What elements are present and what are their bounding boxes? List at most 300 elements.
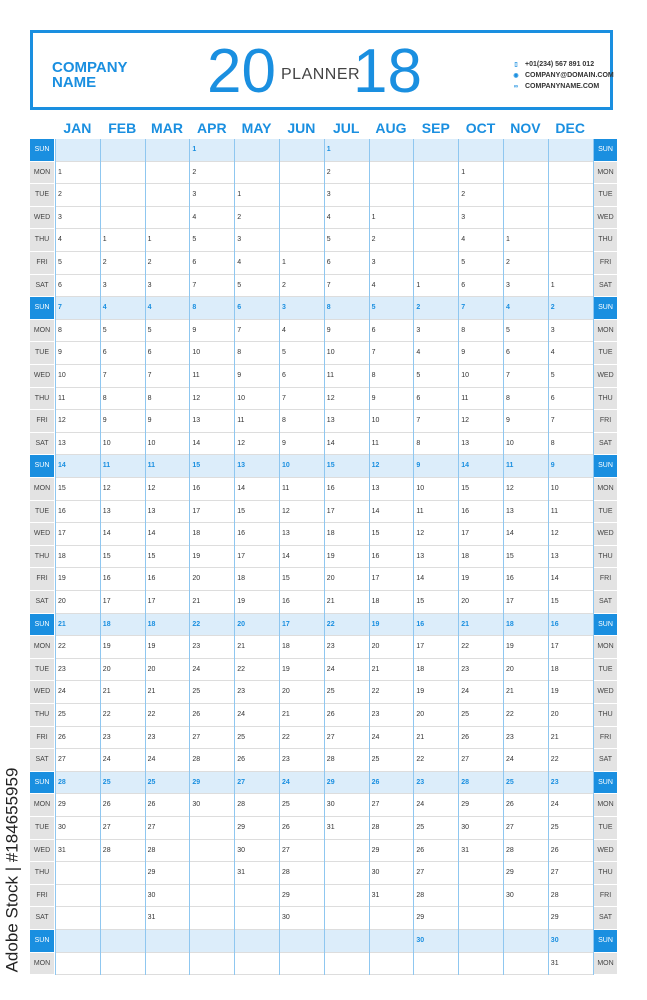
day-number: 9 bbox=[102, 417, 107, 425]
weekday-label-left: WED bbox=[30, 523, 54, 545]
day-number: 17 bbox=[282, 620, 290, 628]
day-number: 14 bbox=[550, 575, 559, 583]
day-number: 16 bbox=[326, 485, 335, 492]
weekday-label-right: THU bbox=[594, 546, 617, 568]
day-number: 9 bbox=[192, 326, 197, 334]
day-number: 29 bbox=[58, 801, 66, 809]
weekday-label-right: SAT bbox=[594, 275, 617, 297]
day-number: 18 bbox=[416, 665, 425, 673]
day-number: 4 bbox=[237, 259, 242, 266]
day-number: 11 bbox=[282, 485, 290, 492]
month-header: JAN bbox=[63, 120, 92, 136]
day-number: 14 bbox=[506, 530, 514, 538]
day-number: 21 bbox=[192, 598, 201, 605]
day-number: 14 bbox=[416, 575, 425, 583]
day-number: 26 bbox=[282, 824, 290, 831]
day-number: 19 bbox=[550, 688, 559, 696]
day-number: 6 bbox=[416, 394, 421, 402]
day-number: 25 bbox=[371, 756, 380, 764]
day-number: 23 bbox=[416, 778, 425, 786]
day-number: 26 bbox=[237, 756, 245, 764]
day-number: 11 bbox=[237, 417, 245, 425]
day-number: 18 bbox=[506, 620, 514, 628]
day-number: 18 bbox=[102, 620, 111, 628]
weekday-label-left: WED bbox=[30, 207, 54, 229]
day-number: 15 bbox=[506, 552, 514, 560]
day-number: 1 bbox=[416, 281, 421, 289]
day-number: 16 bbox=[192, 485, 201, 492]
day-number: 3 bbox=[237, 236, 242, 244]
day-number: 1 bbox=[147, 236, 152, 244]
weekday-label-right: FRI bbox=[594, 568, 617, 590]
day-number: 12 bbox=[147, 485, 156, 492]
day-number: 3 bbox=[147, 281, 152, 289]
day-number: 15 bbox=[192, 462, 201, 470]
day-number: 15 bbox=[282, 575, 290, 583]
day-number: 3 bbox=[416, 326, 421, 334]
day-number: 27 bbox=[192, 733, 201, 741]
day-number: 2 bbox=[102, 259, 107, 266]
day-number: 10 bbox=[102, 439, 111, 447]
day-number: 14 bbox=[192, 439, 201, 447]
day-number: 16 bbox=[416, 620, 425, 628]
day-number: 5 bbox=[371, 304, 376, 312]
day-number: 17 bbox=[550, 643, 559, 651]
day-number: 14 bbox=[371, 507, 380, 515]
day-number: 29 bbox=[506, 869, 514, 877]
day-number: 29 bbox=[461, 801, 469, 809]
day-number: 25 bbox=[192, 688, 201, 696]
day-number: 8 bbox=[192, 304, 197, 312]
day-number: 2 bbox=[282, 281, 286, 289]
day-number: 17 bbox=[326, 507, 335, 515]
day-number: 26 bbox=[461, 733, 469, 741]
weekday-label-right: THU bbox=[594, 229, 617, 251]
day-number: 18 bbox=[371, 598, 380, 605]
weekday-label-left: TUE bbox=[30, 817, 54, 839]
day-number: 12 bbox=[192, 394, 201, 402]
day-number: 23 bbox=[326, 643, 335, 651]
day-number: 14 bbox=[102, 530, 111, 538]
day-number: 29 bbox=[237, 824, 245, 831]
day-number: 5 bbox=[506, 326, 510, 334]
day-number: 22 bbox=[282, 733, 290, 741]
column-divider bbox=[145, 139, 146, 975]
weekday-label-left: SUN bbox=[30, 139, 54, 161]
weekday-label-right: THU bbox=[594, 862, 617, 884]
day-number: 28 bbox=[371, 824, 380, 831]
day-number: 22 bbox=[237, 665, 245, 673]
weekday-label-right: TUE bbox=[594, 184, 617, 206]
day-number: 29 bbox=[326, 778, 335, 786]
day-number: 9 bbox=[461, 349, 466, 357]
day-number: 21 bbox=[102, 688, 111, 696]
day-number: 14 bbox=[282, 552, 290, 560]
day-number: 7 bbox=[58, 304, 62, 312]
column-divider bbox=[234, 139, 235, 975]
day-number: 9 bbox=[58, 349, 62, 357]
day-number: 11 bbox=[461, 394, 469, 402]
weekday-label-left: WED bbox=[30, 365, 54, 387]
day-number: 20 bbox=[326, 575, 335, 583]
day-number: 19 bbox=[102, 643, 111, 651]
day-number: 14 bbox=[58, 462, 66, 470]
day-number: 20 bbox=[237, 620, 245, 628]
day-number: 4 bbox=[192, 213, 197, 221]
day-number: 13 bbox=[102, 507, 111, 515]
day-number: 8 bbox=[506, 394, 510, 402]
day-number: 21 bbox=[326, 598, 335, 605]
day-number: 6 bbox=[192, 259, 197, 266]
weekday-label-left: THU bbox=[30, 704, 54, 726]
day-number: 6 bbox=[102, 349, 107, 357]
day-number: 7 bbox=[147, 372, 152, 379]
day-number: 14 bbox=[237, 485, 245, 492]
day-number: 16 bbox=[147, 575, 156, 583]
day-number: 23 bbox=[506, 733, 514, 741]
day-number: 2 bbox=[237, 213, 242, 221]
weekday-label-right: MON bbox=[594, 478, 617, 500]
day-number: 6 bbox=[506, 349, 510, 357]
weekday-label-left: SUN bbox=[30, 614, 54, 636]
weekday-label-left: SUN bbox=[30, 772, 54, 794]
day-number: 23 bbox=[147, 733, 156, 741]
day-number: 24 bbox=[550, 801, 559, 809]
day-number: 11 bbox=[58, 394, 66, 402]
weekday-label-right: FRI bbox=[594, 410, 617, 432]
day-number: 1 bbox=[326, 146, 331, 153]
day-number: 19 bbox=[416, 688, 425, 696]
day-number: 24 bbox=[102, 756, 111, 764]
day-number: 26 bbox=[550, 846, 559, 854]
day-number: 28 bbox=[550, 891, 559, 899]
weekday-label-left: THU bbox=[30, 862, 54, 884]
day-number: 20 bbox=[282, 688, 290, 696]
day-number: 7 bbox=[326, 281, 331, 289]
day-number: 7 bbox=[282, 394, 286, 402]
day-number: 13 bbox=[147, 507, 156, 515]
planner-title: PLANNER bbox=[281, 66, 361, 83]
day-number: 8 bbox=[416, 439, 421, 447]
day-number: 9 bbox=[147, 417, 152, 425]
day-number: 28 bbox=[102, 846, 111, 854]
day-number: 7 bbox=[371, 349, 376, 357]
day-number: 23 bbox=[102, 733, 111, 741]
day-number: 22 bbox=[192, 620, 201, 628]
day-number: 21 bbox=[282, 711, 290, 718]
day-number: 12 bbox=[461, 417, 469, 425]
day-number: 1 bbox=[102, 236, 107, 244]
day-number: 2 bbox=[550, 304, 555, 312]
day-number: 11 bbox=[192, 372, 200, 379]
weekday-label-left: MON bbox=[30, 162, 54, 184]
day-number: 12 bbox=[506, 485, 514, 492]
day-number: 19 bbox=[58, 575, 66, 583]
day-number: 15 bbox=[326, 462, 335, 470]
day-number: 25 bbox=[461, 711, 469, 718]
day-number: 8 bbox=[237, 349, 242, 357]
day-number: 19 bbox=[461, 575, 469, 583]
day-number: 2 bbox=[416, 304, 421, 312]
day-number: 27 bbox=[58, 756, 66, 764]
day-number: 25 bbox=[506, 778, 514, 786]
day-number: 29 bbox=[371, 846, 380, 854]
day-number: 27 bbox=[506, 824, 514, 831]
day-number: 18 bbox=[461, 552, 469, 560]
day-number: 16 bbox=[237, 530, 245, 538]
day-number: 11 bbox=[506, 462, 514, 470]
weekday-label-right: THU bbox=[594, 704, 617, 726]
day-number: 23 bbox=[282, 756, 290, 764]
day-number: 31 bbox=[58, 846, 66, 854]
month-header: OCT bbox=[465, 120, 496, 136]
day-number: 28 bbox=[416, 891, 425, 899]
day-number: 29 bbox=[550, 914, 559, 922]
weekday-label-left: MON bbox=[30, 636, 54, 658]
day-number: 3 bbox=[461, 213, 466, 221]
day-number: 12 bbox=[326, 394, 335, 402]
day-number: 9 bbox=[506, 417, 510, 425]
day-number: 3 bbox=[58, 213, 62, 221]
day-number: 13 bbox=[461, 439, 469, 447]
day-number: 20 bbox=[102, 665, 111, 673]
day-number: 6 bbox=[461, 281, 466, 289]
day-number: 23 bbox=[550, 778, 559, 786]
day-number: 8 bbox=[371, 372, 376, 379]
day-number: 25 bbox=[147, 778, 156, 786]
month-header: MAR bbox=[151, 120, 183, 136]
day-number: 27 bbox=[147, 824, 156, 831]
weekday-label-right: MON bbox=[594, 953, 617, 975]
day-number: 12 bbox=[58, 417, 66, 425]
day-number: 4 bbox=[461, 236, 466, 244]
day-number: 4 bbox=[326, 213, 331, 221]
day-number: 19 bbox=[147, 643, 156, 651]
day-number: 26 bbox=[147, 801, 156, 809]
day-number: 6 bbox=[326, 259, 331, 266]
day-number: 30 bbox=[416, 937, 425, 944]
day-number: 1 bbox=[282, 259, 286, 266]
day-number: 25 bbox=[326, 688, 335, 696]
day-number: 27 bbox=[461, 756, 469, 764]
day-number: 30 bbox=[282, 914, 290, 922]
day-number: 20 bbox=[58, 598, 66, 605]
day-number: 10 bbox=[237, 394, 245, 402]
day-number: 16 bbox=[506, 575, 514, 583]
day-number: 28 bbox=[506, 846, 514, 854]
email-icon: ◉ bbox=[513, 72, 519, 79]
day-number: 26 bbox=[192, 711, 201, 718]
day-number: 12 bbox=[102, 485, 111, 492]
day-number: 27 bbox=[237, 778, 245, 786]
month-header: JUL bbox=[332, 120, 360, 136]
contact-website-text: COMPANYNAME.COM bbox=[525, 83, 600, 90]
day-number: 13 bbox=[237, 462, 245, 470]
day-number: 31 bbox=[326, 824, 335, 831]
day-number: 25 bbox=[58, 711, 66, 718]
weekday-label-left: MON bbox=[30, 953, 54, 975]
weekday-label-right: SUN bbox=[594, 297, 617, 319]
day-number: 15 bbox=[58, 485, 66, 492]
day-number: 1 bbox=[371, 213, 376, 221]
weekday-label-right: SUN bbox=[594, 614, 617, 636]
day-number: 3 bbox=[102, 281, 107, 289]
day-number: 6 bbox=[58, 281, 62, 289]
day-number: 28 bbox=[326, 756, 335, 764]
day-number: 7 bbox=[192, 281, 197, 289]
day-number: 16 bbox=[58, 507, 66, 515]
day-number: 2 bbox=[461, 191, 466, 199]
column-divider bbox=[189, 139, 190, 975]
day-number: 18 bbox=[147, 620, 156, 628]
day-number: 2 bbox=[326, 168, 331, 176]
day-number: 31 bbox=[550, 959, 559, 967]
day-number: 7 bbox=[461, 304, 466, 312]
day-number: 24 bbox=[237, 711, 245, 718]
day-number: 30 bbox=[58, 824, 66, 831]
day-number: 27 bbox=[371, 801, 380, 809]
day-number: 27 bbox=[416, 869, 425, 877]
day-number: 12 bbox=[371, 462, 380, 470]
column-divider bbox=[100, 139, 101, 975]
day-number: 7 bbox=[550, 417, 555, 425]
day-number: 1 bbox=[461, 168, 466, 176]
day-number: 19 bbox=[326, 552, 335, 560]
weekday-label-left: SAT bbox=[30, 749, 54, 771]
day-number: 27 bbox=[102, 824, 111, 831]
weekday-label-left: TUE bbox=[30, 659, 54, 681]
day-number: 10 bbox=[326, 349, 335, 357]
day-number: 11 bbox=[550, 507, 559, 515]
day-number: 2 bbox=[147, 259, 152, 266]
day-number: 2 bbox=[506, 259, 510, 266]
day-number: 5 bbox=[326, 236, 331, 244]
day-number: 26 bbox=[102, 801, 111, 809]
day-number: 5 bbox=[237, 281, 242, 289]
day-number: 6 bbox=[550, 394, 555, 402]
day-number: 27 bbox=[326, 733, 335, 741]
day-number: 22 bbox=[550, 756, 559, 764]
day-number: 13 bbox=[192, 417, 201, 425]
day-number: 9 bbox=[416, 462, 421, 470]
day-number: 22 bbox=[461, 643, 469, 651]
day-number: 30 bbox=[192, 801, 201, 809]
weekday-label-left: FRI bbox=[30, 252, 54, 274]
weekday-label-left: MON bbox=[30, 478, 54, 500]
day-number: 5 bbox=[102, 326, 107, 334]
day-number: 6 bbox=[147, 349, 152, 357]
day-number: 26 bbox=[58, 733, 66, 741]
weekday-label-left: MON bbox=[30, 320, 54, 342]
day-number: 19 bbox=[237, 598, 245, 605]
day-number: 2 bbox=[371, 236, 376, 244]
day-number: 22 bbox=[58, 643, 66, 651]
day-number: 10 bbox=[192, 349, 201, 357]
day-number: 31 bbox=[147, 914, 156, 922]
weekday-label-right: SAT bbox=[594, 907, 617, 929]
day-number: 28 bbox=[58, 778, 66, 786]
day-number: 21 bbox=[416, 733, 425, 741]
day-number: 17 bbox=[58, 530, 66, 538]
day-number: 26 bbox=[416, 846, 425, 854]
day-number: 17 bbox=[147, 598, 156, 605]
day-number: 27 bbox=[282, 846, 290, 854]
day-number: 18 bbox=[192, 530, 201, 538]
day-number: 25 bbox=[416, 824, 425, 831]
day-number: 20 bbox=[371, 643, 380, 651]
month-header: APR bbox=[197, 120, 227, 136]
month-header: SEP bbox=[421, 120, 450, 136]
day-number: 17 bbox=[237, 552, 245, 560]
weekday-label-right: SUN bbox=[594, 772, 617, 794]
day-number: 24 bbox=[58, 688, 66, 696]
day-number: 28 bbox=[237, 801, 245, 809]
day-number: 4 bbox=[506, 304, 510, 312]
day-number: 29 bbox=[416, 914, 425, 922]
day-number: 11 bbox=[102, 462, 111, 470]
day-number: 18 bbox=[326, 530, 335, 538]
day-number: 24 bbox=[506, 756, 514, 764]
day-number: 26 bbox=[506, 801, 514, 809]
weekday-label-right: WED bbox=[594, 681, 617, 703]
day-number: 4 bbox=[102, 304, 107, 312]
column-divider bbox=[413, 139, 414, 975]
weekday-label-right: MON bbox=[594, 320, 617, 342]
day-number: 22 bbox=[371, 688, 380, 696]
day-number: 8 bbox=[282, 417, 286, 425]
weekday-label-left: TUE bbox=[30, 184, 54, 206]
weekday-label-right: SUN bbox=[594, 930, 617, 952]
weekday-label-right: FRI bbox=[594, 885, 617, 907]
day-number: 29 bbox=[147, 869, 156, 877]
day-number: 28 bbox=[282, 869, 290, 877]
day-number: 13 bbox=[371, 485, 380, 492]
day-number: 26 bbox=[371, 778, 380, 786]
day-number: 12 bbox=[282, 507, 290, 515]
weekday-label-right: THU bbox=[594, 388, 617, 410]
weekday-label-left: TUE bbox=[30, 342, 54, 364]
day-number: 21 bbox=[371, 665, 380, 673]
weekday-label-left: FRI bbox=[30, 727, 54, 749]
day-number: 6 bbox=[371, 326, 376, 334]
day-number: 28 bbox=[461, 778, 469, 786]
day-number: 19 bbox=[192, 552, 201, 560]
column-divider bbox=[279, 139, 280, 975]
weekday-label-left: SUN bbox=[30, 297, 54, 319]
day-number: 17 bbox=[416, 643, 425, 651]
day-number: 30 bbox=[147, 891, 156, 899]
weekday-label-left: SUN bbox=[30, 930, 54, 952]
weekday-label-right: MON bbox=[594, 794, 617, 816]
day-number: 19 bbox=[371, 620, 380, 628]
weekday-label-right: TUE bbox=[594, 501, 617, 523]
month-header: MAY bbox=[241, 120, 272, 136]
day-number: 1 bbox=[506, 236, 510, 244]
day-number: 24 bbox=[371, 733, 380, 741]
day-number: 3 bbox=[326, 191, 331, 199]
day-number: 30 bbox=[550, 937, 559, 944]
day-number: 1 bbox=[550, 281, 555, 289]
weekday-label-left: FRI bbox=[30, 568, 54, 590]
day-number: 1 bbox=[192, 146, 197, 153]
month-header: FEB bbox=[108, 120, 137, 136]
day-number: 13 bbox=[416, 552, 425, 560]
day-number: 4 bbox=[58, 236, 62, 244]
day-number: 15 bbox=[371, 530, 380, 538]
weekday-label-right: WED bbox=[594, 840, 617, 862]
weekday-label-right: WED bbox=[594, 207, 617, 229]
day-number: 15 bbox=[147, 552, 156, 560]
